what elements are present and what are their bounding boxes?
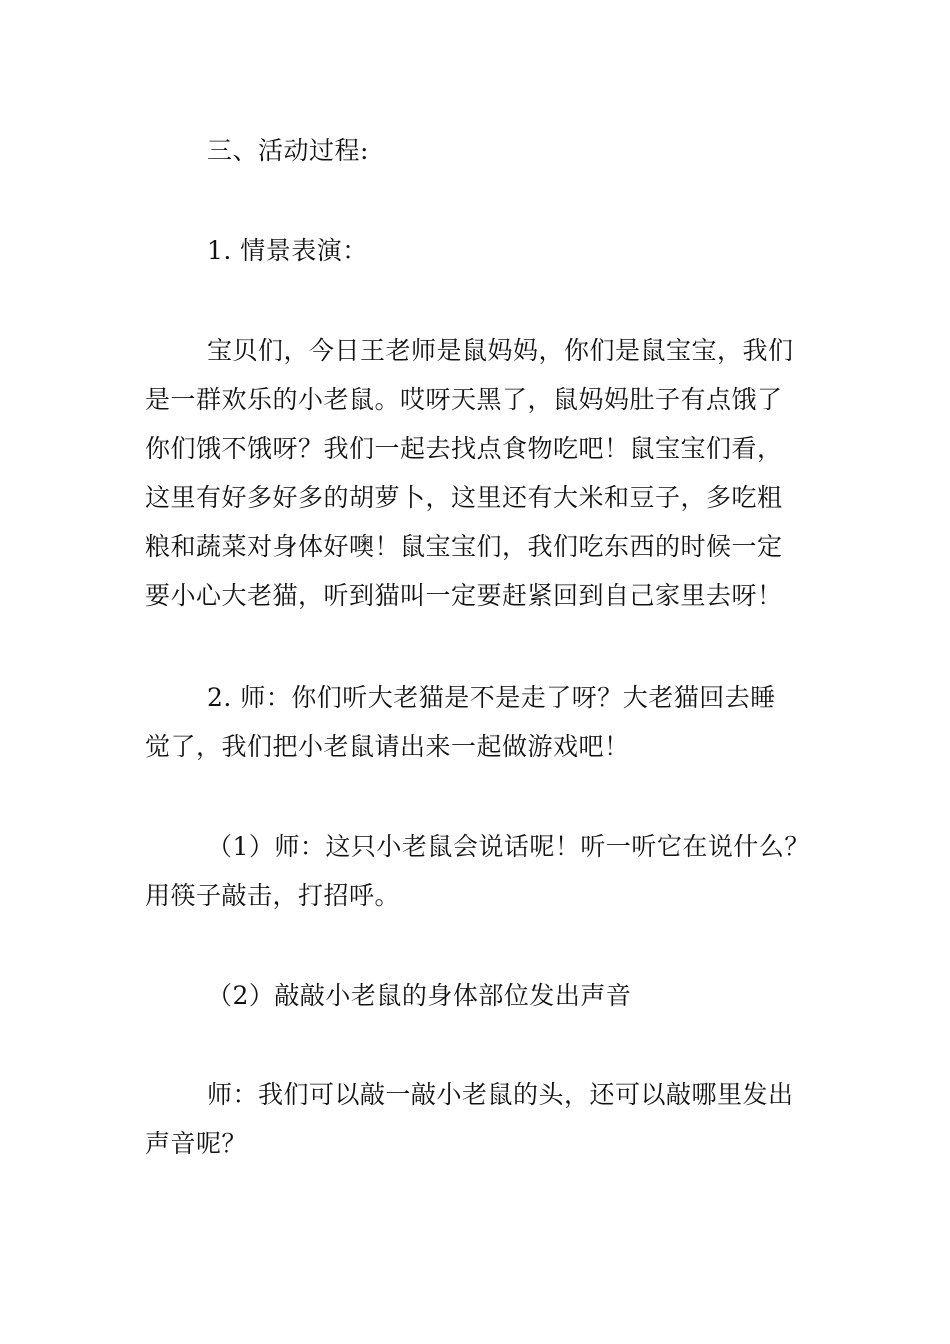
paragraph-line: 要小心大老猫，听到猫叫一定要赶紧回到自己家里去呀！ [145,581,783,610]
paragraph-line: 觉了，我们把小老鼠请出来一起做游戏吧！ [145,732,630,761]
subsection2-title [145,971,815,1020]
subsection2-title-text: （2）敲敲小老鼠的身体部位发出声音 [207,981,632,1010]
paragraph-line: 声音呢？ [145,1129,248,1158]
paragraph-line: 师：我们可以敲一敲小老鼠的头，还可以敲哪里发出 [207,1080,794,1109]
section2-paragraph [145,673,815,771]
paragraph-line: 用筷子敲击，打招呼。 [145,881,401,910]
subsection2-paragraph [145,1070,815,1168]
section1-title-text: 1. 情景表演： [207,236,368,265]
section1-paragraph [145,326,815,620]
subsection1-paragraph [145,822,815,920]
paragraph-line: 这里有好多好多的胡萝卜，这里还有大米和豆子，多吃粗 [145,483,783,512]
section-heading [145,126,815,175]
paragraph-line: 你们饿不饿呀？我们一起去找点食物吃吧！鼠宝宝们看， [145,434,783,463]
section1-title [145,226,815,275]
paragraph-line: 宝贝们，今日王老师是鼠妈妈，你们是鼠宝宝，我们 [207,336,794,365]
paragraph-line: 是一群欢乐的小老鼠。哎呀天黑了，鼠妈妈肚子有点饿了 [145,385,783,414]
paragraph-line: （1）师：这只小老鼠会说话呢！听一听它在说什么？ [207,832,810,861]
paragraph-line: 2. 师：你们听大老猫是不是走了呀？大老猫回去睡 [207,683,776,712]
paragraph-line: 粮和蔬菜对身体好噢！鼠宝宝们，我们吃东西的时候一定 [145,532,783,561]
heading-text: 三、活动过程: [207,136,369,165]
